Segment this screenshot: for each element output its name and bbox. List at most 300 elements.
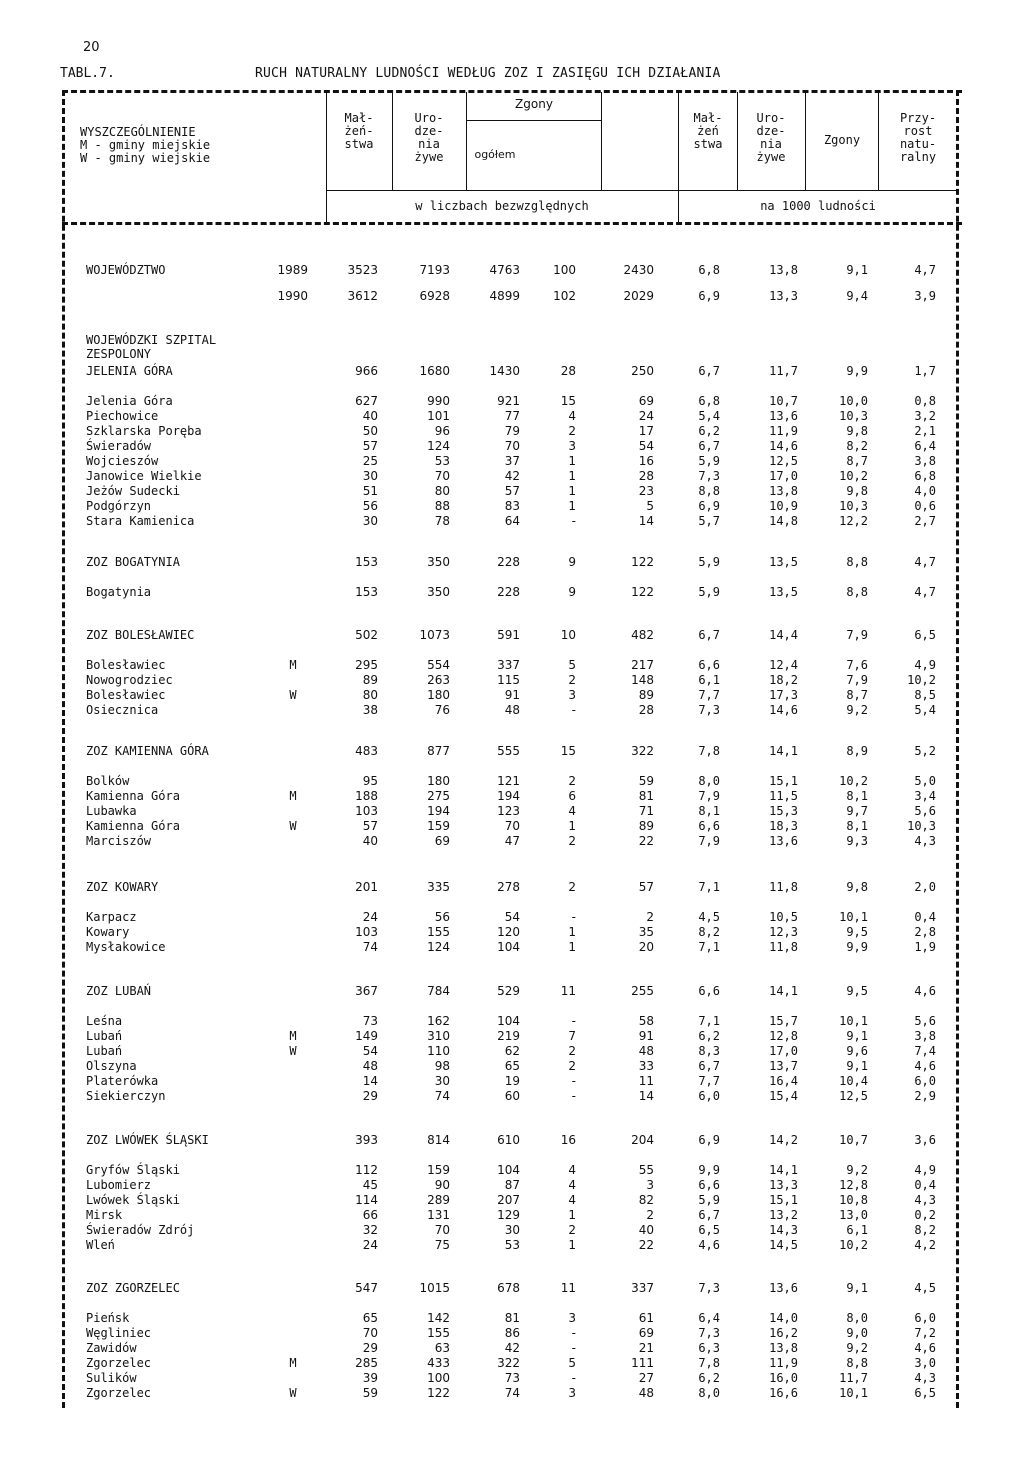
cell-births: 335 <box>427 880 450 894</box>
cell-births-rate: 13,8 <box>769 1341 798 1355</box>
cell-marriages: 627 <box>355 394 378 408</box>
cell-marriages-rate: 4,5 <box>698 910 720 924</box>
cell-births: 159 <box>427 1163 450 1177</box>
cell-marriages: 30 <box>362 469 378 483</box>
row-name: ZOZ ZGORZELEC <box>86 1281 180 1295</box>
table-row <box>0 1178 1024 1193</box>
table-row <box>0 940 1024 955</box>
row-name: Zawidów <box>86 1341 137 1355</box>
cell-births: 69 <box>434 834 450 848</box>
table-row <box>0 263 1024 278</box>
cell-marriages-rate: 6,9 <box>698 1133 720 1147</box>
cell-births: 98 <box>434 1059 450 1073</box>
cell-deaths-infants: 2 <box>568 1223 576 1237</box>
cell-natural-increase-rate: 4,6 <box>914 1341 936 1355</box>
row-name: Jeżów Sudecki <box>86 484 180 498</box>
cell-births-rate: 14,0 <box>769 1311 798 1325</box>
cell-births: 433 <box>427 1356 450 1370</box>
cell-natural-increase-rate: 5,2 <box>914 744 936 758</box>
table-row <box>0 1238 1024 1253</box>
cell-marriages: 153 <box>355 555 378 569</box>
cell-natural-increase-rate: 2,1 <box>914 424 936 438</box>
cell-natural-increase-rate: 0,6 <box>914 499 936 513</box>
cell-births: 155 <box>427 925 450 939</box>
cell-natural-increase-rate: 2,9 <box>914 1089 936 1103</box>
row-name: Lubań <box>86 1029 123 1043</box>
cell-marriages-rate: 7,3 <box>698 1281 720 1295</box>
table-row <box>0 789 1024 804</box>
cell-deaths-rate: 8,9 <box>846 744 868 758</box>
cell-deaths-infants: 2 <box>568 834 576 848</box>
cell-marriages: 103 <box>355 804 378 818</box>
cell-natural-increase-rate: 3,9 <box>914 289 936 303</box>
cell-marriages: 285 <box>355 1356 378 1370</box>
cell-births-rate: 14,2 <box>769 1133 798 1147</box>
cell-deaths-total: 921 <box>497 394 520 408</box>
cell-natural-increase: 58 <box>638 1014 654 1028</box>
cell-natural-increase: 82 <box>638 1193 654 1207</box>
cell-deaths-infants: 3 <box>568 1311 576 1325</box>
cell-births: 194 <box>427 804 450 818</box>
cell-deaths-total: 81 <box>504 1311 520 1325</box>
cell-deaths-total: 207 <box>497 1193 520 1207</box>
cell-marriages-rate: 7,3 <box>698 1326 720 1340</box>
row-name: JELENIA GÓRA <box>86 364 173 378</box>
cell-marriages: 38 <box>362 703 378 717</box>
table-row <box>0 394 1024 409</box>
cell-marriages: 48 <box>362 1059 378 1073</box>
cell-deaths-infants: 2 <box>568 1059 576 1073</box>
cell-births-rate: 13,8 <box>769 263 798 277</box>
cell-deaths-total: 129 <box>497 1208 520 1222</box>
header-divider <box>466 92 467 190</box>
deaths-rate-header: Zgony <box>823 133 861 147</box>
cell-natural-increase: 337 <box>631 1281 654 1295</box>
cell-deaths-total: 79 <box>504 424 520 438</box>
cell-marriages-rate: 6,8 <box>698 394 720 408</box>
cell-deaths-total: 48 <box>504 703 520 717</box>
row-name: Podgórzyn <box>86 499 152 513</box>
row-name: ZOZ BOGATYNIA <box>86 555 180 569</box>
cell-deaths-rate: 7,9 <box>846 628 868 642</box>
cell-deaths-rate: 12,8 <box>839 1178 868 1192</box>
cell-marriages-rate: 7,7 <box>698 688 720 702</box>
cell-marriages-rate: 6,4 <box>698 1311 720 1325</box>
cell-natural-increase: 17 <box>638 424 654 438</box>
cell-marriages: 29 <box>362 1089 378 1103</box>
cell-natural-increase-rate: 0,8 <box>914 394 936 408</box>
cell-births: 162 <box>427 1014 450 1028</box>
cell-natural-increase-rate: 4,6 <box>914 984 936 998</box>
cell-births: 6928 <box>419 289 450 303</box>
cell-deaths-rate: 8,0 <box>846 1311 868 1325</box>
cell-deaths-infants: 1 <box>568 469 576 483</box>
cell-deaths-infants: 4 <box>568 1163 576 1177</box>
cell-natural-increase: 2029 <box>623 289 654 303</box>
cell-marriages-rate: 7,1 <box>698 880 720 894</box>
cell-natural-increase: 54 <box>638 439 654 453</box>
row-name: Lubomierz <box>86 1178 152 1192</box>
cell-births-rate: 17,3 <box>769 688 798 702</box>
cell-deaths-rate: 9,1 <box>846 263 868 277</box>
row-name: Leśna <box>86 1014 123 1028</box>
cell-deaths-rate: 8,7 <box>846 688 868 702</box>
table-row <box>0 424 1024 439</box>
cell-deaths-rate: 9,1 <box>846 1029 868 1043</box>
table-row <box>0 1089 1024 1104</box>
row-name: Osiecznica <box>86 703 159 717</box>
cell-marriages: 50 <box>362 424 378 438</box>
cell-births: 80 <box>434 484 450 498</box>
cell-births-rate: 13,2 <box>769 1208 798 1222</box>
cell-natural-increase: 91 <box>638 1029 654 1043</box>
table-row <box>0 1356 1024 1371</box>
table-row <box>0 555 1024 570</box>
row-name: Zgorzelec <box>86 1386 152 1400</box>
cell-deaths-total: 30 <box>504 1223 520 1237</box>
cell-marriages: 393 <box>355 1133 378 1147</box>
cell-deaths-total: 64 <box>504 514 520 528</box>
cell-deaths-rate: 10,1 <box>839 1014 868 1028</box>
cell-births-rate: 13,5 <box>769 555 798 569</box>
cell-births: 90 <box>434 1178 450 1192</box>
cell-marriages-rate: 6,3 <box>698 1341 720 1355</box>
header-divider <box>326 190 956 191</box>
cell-marriages-rate: 6,7 <box>698 1208 720 1222</box>
cell-natural-increase: 71 <box>638 804 654 818</box>
table-row <box>0 1311 1024 1326</box>
table-row <box>0 1386 1024 1401</box>
row-gmina-type: M <box>289 1356 297 1370</box>
row-name: Kowary <box>86 925 130 939</box>
cell-births-rate: 14,5 <box>769 1238 798 1252</box>
cell-deaths-total: 115 <box>497 673 520 687</box>
cell-natural-increase-rate: 3,8 <box>914 454 936 468</box>
table-row <box>0 454 1024 469</box>
cell-marriages: 54 <box>362 1044 378 1058</box>
cell-natural-increase: 204 <box>631 1133 654 1147</box>
cell-deaths-rate: 8,1 <box>846 819 868 833</box>
cell-deaths-total: 120 <box>497 925 520 939</box>
cell-births: 1015 <box>419 1281 450 1295</box>
row-name: Stara Kamienica <box>86 514 195 528</box>
cell-births-rate: 11,9 <box>769 1356 798 1370</box>
cell-natural-increase: 22 <box>638 1238 654 1252</box>
table-row <box>0 1223 1024 1238</box>
cell-marriages: 103 <box>355 925 378 939</box>
cell-deaths-rate: 9,8 <box>846 424 868 438</box>
cell-deaths-rate: 10,3 <box>839 409 868 423</box>
cell-births: 990 <box>427 394 450 408</box>
cell-natural-increase-rate: 2,0 <box>914 880 936 894</box>
cell-natural-increase-rate: 4,7 <box>914 263 936 277</box>
row-year: 1990 <box>277 289 308 303</box>
cell-deaths-infants: 1 <box>568 819 576 833</box>
cell-deaths-infants: 5 <box>568 1356 576 1370</box>
cell-natural-increase: 2430 <box>623 263 654 277</box>
cell-deaths-rate: 9,0 <box>846 1326 868 1340</box>
row-name: Sulików <box>86 1371 137 1385</box>
cell-deaths-infants: 2 <box>568 880 576 894</box>
cell-deaths-total: 74 <box>504 1386 520 1400</box>
cell-deaths-rate: 9,1 <box>846 1059 868 1073</box>
cell-natural-increase: 40 <box>638 1223 654 1237</box>
table-row <box>0 364 1024 379</box>
cell-natural-increase-rate: 8,2 <box>914 1223 936 1237</box>
cell-births: 7193 <box>419 263 450 277</box>
cell-births-rate: 13,3 <box>769 1178 798 1192</box>
cell-deaths-rate: 9,6 <box>846 1044 868 1058</box>
cell-births: 70 <box>434 469 450 483</box>
cell-births: 30 <box>434 1074 450 1088</box>
cell-deaths-total: 4899 <box>489 289 520 303</box>
cell-natural-increase: 21 <box>638 1341 654 1355</box>
cell-marriages-rate: 6,6 <box>698 819 720 833</box>
header-divider <box>805 92 806 190</box>
cell-marriages-rate: 7,9 <box>698 789 720 803</box>
cell-natural-increase: 16 <box>638 454 654 468</box>
cell-marriages-rate: 6,6 <box>698 658 720 672</box>
row-name: Wojcieszów <box>86 454 159 468</box>
cell-marriages: 25 <box>362 454 378 468</box>
header-divider <box>601 92 602 190</box>
cell-natural-increase: 28 <box>638 469 654 483</box>
cell-deaths-rate: 8,1 <box>846 789 868 803</box>
cell-marriages-rate: 7,7 <box>698 1074 720 1088</box>
cell-deaths-rate: 10,2 <box>839 469 868 483</box>
row-name: Platerówka <box>86 1074 159 1088</box>
cell-births-rate: 14,8 <box>769 514 798 528</box>
table-row <box>0 1074 1024 1089</box>
cell-natural-increase: 5 <box>646 499 654 513</box>
cell-deaths-infants: 7 <box>568 1029 576 1043</box>
cell-natural-increase-rate: 5,0 <box>914 774 936 788</box>
table-label: TABL.7. <box>60 66 115 81</box>
cell-marriages-rate: 6,7 <box>698 364 720 378</box>
cell-births-rate: 13,6 <box>769 1281 798 1295</box>
cell-births: 100 <box>427 1371 450 1385</box>
table-row <box>0 333 1024 348</box>
cell-marriages-rate: 5,9 <box>698 1193 720 1207</box>
cell-marriages-rate: 7,3 <box>698 469 720 483</box>
cell-deaths-total: 62 <box>504 1044 520 1058</box>
cell-births-rate: 15,4 <box>769 1089 798 1103</box>
cell-deaths-total: 555 <box>497 744 520 758</box>
cell-natural-increase: 111 <box>631 1356 654 1370</box>
cell-births-rate: 12,5 <box>769 454 798 468</box>
cell-natural-increase-rate: 3,4 <box>914 789 936 803</box>
row-gmina-type: M <box>289 1029 297 1043</box>
cell-natural-increase: 24 <box>638 409 654 423</box>
cell-natural-increase: 35 <box>638 925 654 939</box>
cell-deaths-rate: 9,2 <box>846 1163 868 1177</box>
cell-deaths-total: 37 <box>504 454 520 468</box>
row-name: ZOZ LUBAŃ <box>86 984 152 998</box>
cell-natural-increase-rate: 1,7 <box>914 364 936 378</box>
table-row <box>0 744 1024 759</box>
cell-deaths-total: 219 <box>497 1029 520 1043</box>
cell-births: 74 <box>434 1089 450 1103</box>
cell-marriages: 57 <box>362 439 378 453</box>
cell-deaths-infants: 2 <box>568 1044 576 1058</box>
cell-natural-increase: 28 <box>638 703 654 717</box>
cell-births-rate: 13,5 <box>769 585 798 599</box>
cell-births: 180 <box>427 688 450 702</box>
cell-deaths-infants: 28 <box>560 364 576 378</box>
row-name: ZOZ LWÓWEK ŚLĄSKI <box>86 1133 209 1147</box>
cell-deaths-infants: 15 <box>560 394 576 408</box>
cell-births: 350 <box>427 555 450 569</box>
natural-increase-header: Przy- rost natu- ralny <box>899 111 937 164</box>
cell-deaths-total: 42 <box>504 469 520 483</box>
cell-marriages: 40 <box>362 834 378 848</box>
cell-births: 877 <box>427 744 450 758</box>
cell-births: 784 <box>427 984 450 998</box>
cell-deaths-total: 91 <box>504 688 520 702</box>
births-rate-header: Uro- dze- nia żywe <box>756 111 786 164</box>
cell-marriages-rate: 8,1 <box>698 804 720 818</box>
row-name: Jelenia Góra <box>86 394 173 408</box>
table-row <box>0 984 1024 999</box>
cell-marriages: 201 <box>355 880 378 894</box>
cell-deaths-total: 83 <box>504 499 520 513</box>
row-name: Bolków <box>86 774 130 788</box>
table-title: RUCH NATURALNY LUDNOŚCI WEDŁUG ZOZ I ZASIĘGU ICH DZIAŁANIA <box>255 66 721 81</box>
cell-deaths-rate: 6,1 <box>846 1223 868 1237</box>
cell-births: 554 <box>427 658 450 672</box>
table-row <box>0 1163 1024 1178</box>
row-year: 1989 <box>277 263 308 277</box>
cell-deaths-rate: 9,7 <box>846 804 868 818</box>
cell-deaths-rate: 9,8 <box>846 880 868 894</box>
cell-deaths-infants: 9 <box>568 585 576 599</box>
cell-natural-increase-rate: 5,6 <box>914 804 936 818</box>
cell-deaths-rate: 7,6 <box>846 658 868 672</box>
cell-births: 814 <box>427 1133 450 1147</box>
cell-natural-increase: 33 <box>638 1059 654 1073</box>
cell-deaths-infants: 100 <box>553 263 576 277</box>
table-row <box>0 439 1024 454</box>
cell-marriages-rate: 7,8 <box>698 744 720 758</box>
cell-deaths-rate: 9,2 <box>846 1341 868 1355</box>
cell-marriages-rate: 5,9 <box>698 585 720 599</box>
cell-natural-increase-rate: 6,0 <box>914 1074 936 1088</box>
cell-deaths-rate: 9,2 <box>846 703 868 717</box>
row-name: Szklarska Poręba <box>86 424 202 438</box>
absolute-values-label: w liczbach bezwzględnych <box>415 199 589 213</box>
cell-natural-increase: 148 <box>631 673 654 687</box>
cell-natural-increase-rate: 4,6 <box>914 1059 936 1073</box>
cell-deaths-infants: 3 <box>568 1386 576 1400</box>
cell-deaths-total: 60 <box>504 1089 520 1103</box>
cell-natural-increase-rate: 4,7 <box>914 585 936 599</box>
cell-deaths-infants: 5 <box>568 658 576 672</box>
cell-deaths-total: 228 <box>497 585 520 599</box>
cell-marriages-rate: 6,2 <box>698 424 720 438</box>
cell-marriages: 89 <box>362 673 378 687</box>
row-gmina-type: M <box>289 789 297 803</box>
table-row <box>0 1014 1024 1029</box>
cell-natural-increase: 2 <box>646 1208 654 1222</box>
table-top-border <box>62 90 962 93</box>
row-name: Piechowice <box>86 409 159 423</box>
cell-natural-increase-rate: 1,9 <box>914 940 936 954</box>
cell-natural-increase: 22 <box>638 834 654 848</box>
cell-deaths-infants: 16 <box>560 1133 576 1147</box>
cell-births-rate: 14,4 <box>769 628 798 642</box>
cell-deaths-rate: 8,8 <box>846 555 868 569</box>
cell-deaths-total: 70 <box>504 819 520 833</box>
cell-natural-increase: 122 <box>631 555 654 569</box>
row-name: Janowice Wielkie <box>86 469 202 483</box>
cell-natural-increase: 255 <box>631 984 654 998</box>
cell-deaths-total: 123 <box>497 804 520 818</box>
cell-marriages: 56 <box>362 499 378 513</box>
cell-births: 1073 <box>419 628 450 642</box>
cell-deaths-rate: 8,8 <box>846 585 868 599</box>
cell-births-rate: 11,8 <box>769 940 798 954</box>
cell-deaths-total: 591 <box>497 628 520 642</box>
cell-deaths-total: 610 <box>497 1133 520 1147</box>
cell-births: 155 <box>427 1326 450 1340</box>
cell-births-rate: 14,6 <box>769 703 798 717</box>
row-name: Siekierczyn <box>86 1089 166 1103</box>
cell-deaths-rate: 9,4 <box>846 289 868 303</box>
cell-marriages-rate: 7,3 <box>698 703 720 717</box>
cell-natural-increase: 3 <box>646 1178 654 1192</box>
marriages-rate-header: Mał- żeń stwa <box>693 111 723 151</box>
cell-natural-increase-rate: 0,2 <box>914 1208 936 1222</box>
cell-marriages-rate: 7,9 <box>698 834 720 848</box>
row-name: Lubawka <box>86 804 137 818</box>
cell-births: 88 <box>434 499 450 513</box>
cell-births: 56 <box>434 910 450 924</box>
cell-deaths-infants: 1 <box>568 484 576 498</box>
row-gmina-type: M <box>289 658 297 672</box>
row-name: Węgliniec <box>86 1326 152 1340</box>
cell-marriages: 66 <box>362 1208 378 1222</box>
table-row <box>0 673 1024 688</box>
cell-deaths-rate: 13,0 <box>839 1208 868 1222</box>
row-name: Wleń <box>86 1238 115 1252</box>
cell-births: 131 <box>427 1208 450 1222</box>
row-name: ZOZ KOWARY <box>86 880 159 894</box>
cell-marriages-rate: 6,7 <box>698 628 720 642</box>
cell-deaths-infants: 9 <box>568 555 576 569</box>
cell-deaths-infants: 4 <box>568 804 576 818</box>
cell-natural-increase: 250 <box>631 364 654 378</box>
table-row <box>0 1029 1024 1044</box>
cell-deaths-rate: 10,2 <box>839 774 868 788</box>
cell-natural-increase: 20 <box>638 940 654 954</box>
cell-deaths-infants: 4 <box>568 1178 576 1192</box>
cell-natural-increase-rate: 2,7 <box>914 514 936 528</box>
cell-natural-increase-rate: 6,5 <box>914 628 936 642</box>
table-row <box>0 925 1024 940</box>
cell-marriages: 65 <box>362 1311 378 1325</box>
table-row <box>0 499 1024 514</box>
cell-natural-increase-rate: 0,4 <box>914 910 936 924</box>
cell-deaths-total: 678 <box>497 1281 520 1295</box>
cell-deaths-infants: 2 <box>568 424 576 438</box>
cell-natural-increase-rate: 3,0 <box>914 1356 936 1370</box>
cell-deaths-infants: 1 <box>568 940 576 954</box>
cell-natural-increase-rate: 7,2 <box>914 1326 936 1340</box>
header-bottom-border <box>62 222 962 225</box>
cell-marriages-rate: 6,1 <box>698 673 720 687</box>
cell-deaths-rate: 9,5 <box>846 984 868 998</box>
cell-deaths-total: 65 <box>504 1059 520 1073</box>
